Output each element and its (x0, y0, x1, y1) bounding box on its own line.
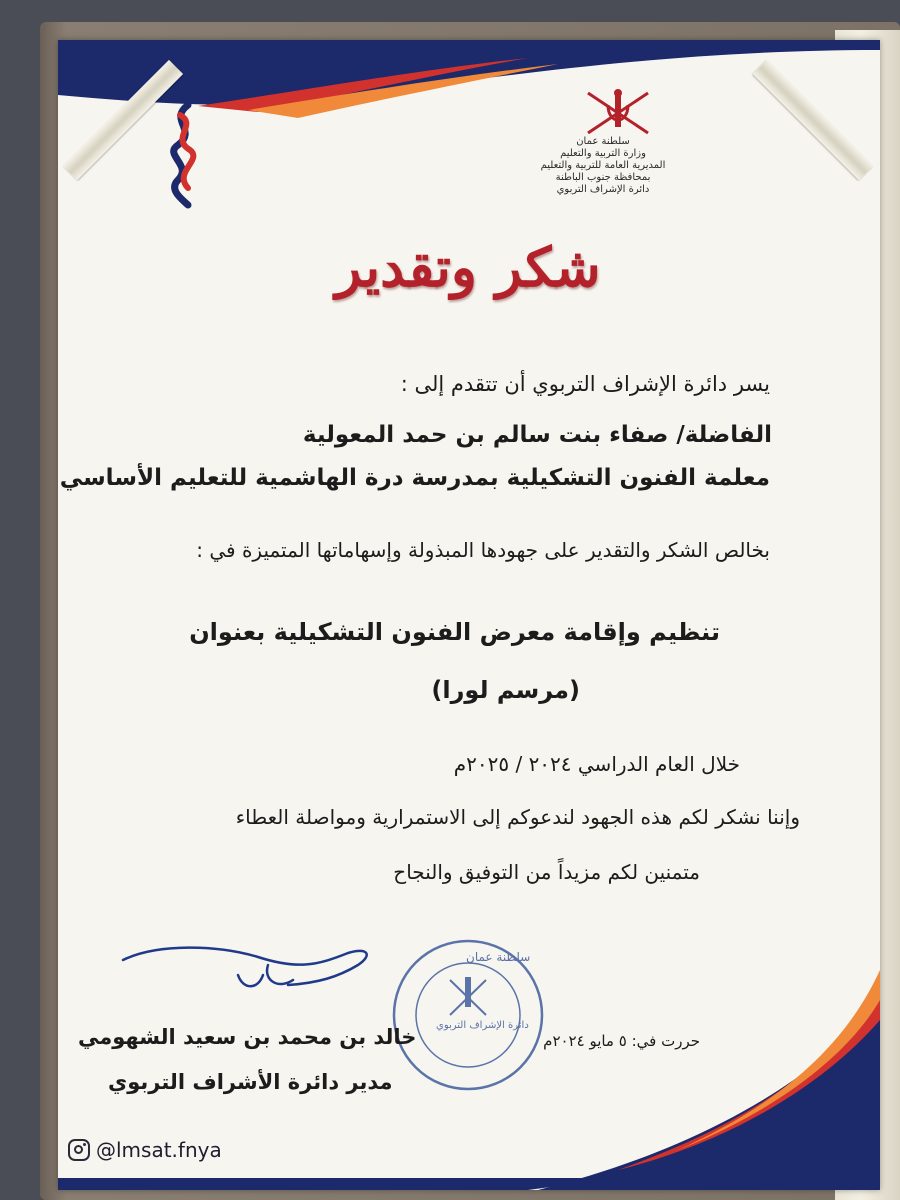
thanks-text: بخالص الشكر والتقدير على جهودها المبذولة وإسهاماتها المتميزة في : (196, 538, 770, 562)
recipient-role: معلمة الفنون التشكيلية بمدرسة درة الهاشمية للتعليم الأساسي (59, 465, 770, 491)
intro-text: يسر دائرة الإشراف التربوي أن تتقدم إلى : (400, 372, 770, 396)
ministry-header (513, 136, 693, 196)
closing-line-1: وإننا نشكر لكم هذه الجهود لندعوكم إلى الاستمرارية ومواصلة العطاء (235, 805, 800, 829)
instagram-watermark (68, 1138, 222, 1162)
ministry-line: المديرية العامة للتربية والتعليم (540, 160, 666, 171)
instagram-icon (68, 1139, 90, 1161)
recipient-name: الفاضلة/ صفاء بنت سالم بن حمد المعولية (302, 422, 772, 448)
event-name: (مرسم لورا) (431, 676, 580, 704)
arts-logo (158, 100, 208, 210)
certificate-title: شكر وتقدير (335, 235, 601, 299)
closing-line-2: متمنين لكم مزيداً من التوفيق والنجاح (393, 860, 700, 884)
handwritten-signature (118, 935, 378, 1005)
certificate-page (58, 40, 880, 1190)
ministry-line: بمحافظة جنوب الباطنة (555, 172, 651, 183)
ministry-line: دائرة الإشراف التربوي (556, 184, 650, 195)
ministry-line: وزارة التربية والتعليم (560, 148, 646, 159)
issue-date: حررت في: ٥ مايو ٢٠٢٤م (543, 1032, 700, 1050)
stamp-top-text: سلطنة عمان (466, 950, 531, 964)
instagram-handle: @lmsat.fnya (96, 1138, 222, 1162)
ministry-line: سلطنة عمان (576, 136, 630, 147)
event-text: تنظيم وإقامة معرض الفنون التشكيلية بعنوان (189, 618, 720, 646)
academic-year: خلال العام الدراسي ٢٠٢٤ / ٢٠٢٥م (453, 752, 740, 776)
stamp-inner-text: دائرة الإشراف التربوي (436, 1020, 529, 1031)
signer-name: خالد بن محمد بن سعيد الشهومي (78, 1025, 417, 1049)
signer-title: مدير دائرة الأشراف التربوي (108, 1070, 393, 1094)
